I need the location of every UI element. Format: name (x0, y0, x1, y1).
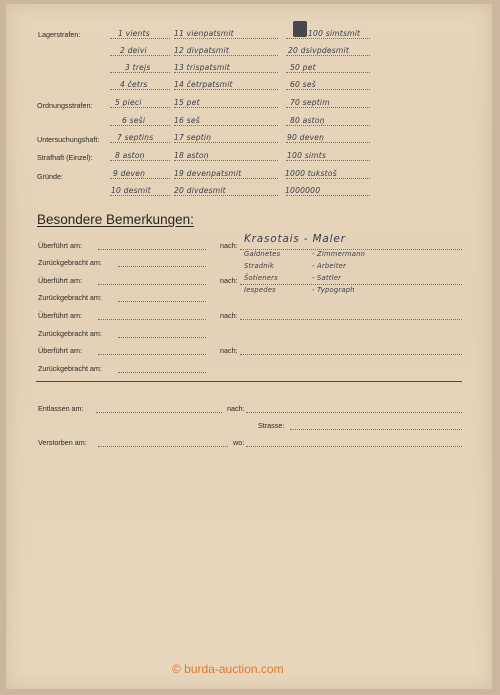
field-zurueck-2[interactable] (118, 301, 206, 302)
row-2-col-b: 12 divpatsmit (174, 46, 229, 55)
row-3-col-b: 13 trispatsmit (174, 63, 230, 72)
field-strasse[interactable] (290, 429, 462, 430)
label-strafhaft: Strafhaft (Einzel): (37, 153, 93, 162)
field-ueberfuehrt-1[interactable] (98, 249, 206, 250)
row-2-col-c: 20 dsivpdesmit (288, 46, 350, 55)
row-7-col-a: 7 septiņs (117, 133, 154, 142)
row-5-col-a: 5 pieci (115, 98, 142, 107)
field-nach-3[interactable] (240, 319, 462, 320)
row-9-col-a: 9 deveņ (113, 169, 146, 178)
field-ueberfuehrt-4[interactable] (98, 354, 206, 355)
row-1-col-a: 1 vients (118, 29, 150, 38)
row-4-col-a: 4 četrs (120, 80, 148, 89)
field-verstorben[interactable] (98, 446, 228, 447)
row-4-col-c: 60 seš (290, 80, 316, 89)
note-line-2-a: Stradnik (244, 262, 274, 270)
row-5-col-b: 15 pet (174, 98, 200, 107)
note-line-2-b: - Arbeiter (312, 262, 347, 270)
row-6-col-b: 16 seš (174, 116, 200, 125)
label-verstorben: Verstorben am: (38, 438, 87, 447)
label-nach-2: nach: (220, 276, 238, 285)
section-heading: Besondere Bemerkungen: (37, 212, 194, 227)
row-3-col-a: 3 trejs (125, 63, 151, 72)
field-zurueck-1[interactable] (118, 266, 206, 267)
label-nach-4: nach: (220, 346, 238, 355)
label-zurueck-4: Zurückgebracht am: (38, 364, 102, 373)
label-ueberfuehrt-1: Überführt am: (38, 241, 82, 250)
field-ueberfuehrt-2[interactable] (98, 284, 206, 285)
label-ueberfuehrt-2: Überführt am: (38, 276, 82, 285)
row-4-col-b: 14 četrpatsmit (174, 80, 233, 89)
label-ordnungsstrafen: Ordnungsstrafen: (37, 101, 93, 110)
label-nach-1: nach: (220, 241, 238, 250)
field-entlassen[interactable] (96, 412, 222, 413)
field-zurueck-4[interactable] (118, 372, 206, 373)
row-1-col-b: 11 vienpatsmit (174, 29, 234, 38)
label-zurueck-1: Zurückgebracht am: (38, 258, 102, 267)
field-zurueck-3[interactable] (118, 337, 206, 338)
row-9-col-c: 1000 tukstoš (285, 169, 337, 178)
row-9-col-b: 19 devenpatsmit (174, 169, 242, 178)
label-nach-5: nach: (227, 404, 245, 413)
watermark: © burda-auction.com (172, 662, 284, 676)
row-10-col-a: 10 desmit (111, 186, 151, 195)
ink-blot (293, 21, 307, 37)
note-line-3-a: Šotieners (244, 274, 278, 282)
field-wo[interactable] (246, 446, 462, 447)
row-5-col-c: 70 septim (290, 98, 330, 107)
label-zurueck-2: Zurückgebracht am: (38, 293, 102, 302)
field-nach-5[interactable] (246, 412, 462, 413)
label-wo: wo: (233, 438, 245, 447)
row-1-col-c: 100 simtsmit (308, 29, 361, 38)
note-line-1-a: Galdnetes (244, 250, 281, 258)
label-lagerstrafen: Lagerstrafen: (38, 30, 81, 39)
label-untersuchungshaft: Untersuchungshaft: (37, 135, 100, 144)
label-entlassen: Entlassen am: (38, 404, 84, 413)
label-ueberfuehrt-4: Überführt am: (38, 346, 82, 355)
note-main: Krasotais - Maler (244, 233, 346, 245)
row-8-col-a: 8 astoņ (115, 151, 145, 160)
note-line-4-a: Iespedes (244, 286, 276, 294)
row-8-col-c: 100 simts (287, 151, 327, 160)
row-6-col-a: 6 seši (122, 116, 146, 125)
note-line-4-b: - Typograph (312, 286, 355, 294)
field-nach-4[interactable] (240, 354, 462, 355)
row-7-col-c: 90 deveņ (287, 133, 325, 142)
note-line-1-b: - Zimmermann (312, 250, 366, 258)
label-gruende: Gründe: (37, 172, 63, 181)
note-line-3-b: - Sattler (312, 274, 342, 282)
row-10-col-c: 1000000 (285, 186, 321, 195)
field-nach-2[interactable] (240, 284, 462, 285)
field-ueberfuehrt-3[interactable] (98, 319, 206, 320)
label-strasse: Strasse: (258, 421, 285, 430)
section-divider (36, 381, 462, 382)
row-10-col-b: 20 divdesmit (174, 186, 226, 195)
label-zurueck-3: Zurückgebracht am: (38, 329, 102, 338)
label-ueberfuehrt-3: Überführt am: (38, 311, 82, 320)
row-6-col-c: 80 astoņ (290, 116, 325, 125)
row-8-col-b: 18 astoņ (174, 151, 209, 160)
row-2-col-a: 2 deivi (120, 46, 147, 55)
row-3-col-c: 50 pet (290, 63, 316, 72)
label-nach-3: nach: (220, 311, 238, 320)
row-7-col-b: 17 septiņ (174, 133, 212, 142)
